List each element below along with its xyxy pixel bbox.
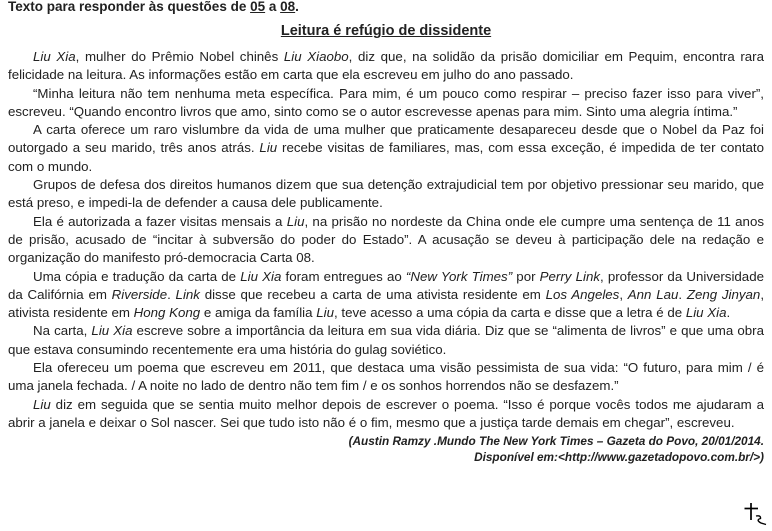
text-segment: a <box>265 0 281 14</box>
text-segment: . <box>726 305 731 321</box>
text-segment: Liu <box>33 396 51 412</box>
text-segment: Liu <box>316 305 334 321</box>
text-segment: recebe visitas de familiares, mas, com essa exceção, é impedida de ter contato com o mundo. <box>8 140 764 174</box>
text-segment: Ela é autorizada a fazer visitas mensais a <box>33 213 287 229</box>
text-segment: . <box>678 286 687 302</box>
text-segment: Ela ofereceu um poema que escreveu em 2011, que destaca uma visão pessimista de sua vida: “O futuro, para mim / é uma janela fechada. / A noite no lado de dentro não tem fim / e os sonhos horrendos não se desfazem.” <box>8 360 764 394</box>
text-segment: , professor da Universidade da Califórnia em <box>8 268 764 302</box>
text-segment: foram entregues ao <box>281 268 406 284</box>
paragraph <box>8 85 764 122</box>
paragraph <box>8 121 764 176</box>
text-segment: Los Angeles <box>545 286 620 302</box>
text-segment: Na carta, <box>33 323 92 339</box>
text-segment: , na prisão no nordeste da China onde ele cumpre uma sentença de 11 anos de prisão, acusado de “incitar à subversão do poder do Estado”. A acusação se deveu à participação dele na redação e organização do manifesto pró-democracia Carta 08. <box>8 213 764 266</box>
text-segment: “Minha leitura não tem nenhuma meta específica. Para mim, é um pouco como respirar – preciso fazer isso para viver”, escreveu. “Quando encontro livros que amo, sinto como se o autor escrevesse apenas para mim. Sinto uma alegria íntima.” <box>8 85 764 119</box>
text-segment: Liu Xia <box>33 49 76 64</box>
text-segment: e amiga da família <box>200 305 317 321</box>
attribution-line-1: (Austin Ramzy .Mundo The New York Times – Gazeta do Povo, 20/01/2014. <box>348 434 764 449</box>
text-segment: , ativista residente em <box>8 286 765 321</box>
text-segment: disse que recebeu a carta de uma ativista residente em <box>199 286 546 302</box>
text-segment: Liu Xia <box>685 305 727 321</box>
paragraph <box>8 48 764 85</box>
attribution-line-2: Disponível em:<http://www.gazetadopovo.com.br/>) <box>474 449 764 464</box>
paragraph <box>8 176 764 213</box>
instruction-line <box>8 0 764 15</box>
text-segment: “New York Times” <box>405 268 513 284</box>
text-segment: escreve sobre a importância da leitura em sua vida diária. Diz que se “alimenta de livros” e que uma obra que estava consumindo recentemente era uma história do gulag soviético. <box>8 323 764 357</box>
text-segment: A carta oferece um raro vislumbre da vida de uma mulher que praticamente desapareceu desde que o Nobel da Paz foi outorgado a seu marido, três anos atrás. <box>8 122 764 156</box>
text-segment: Ann Lau <box>627 286 679 302</box>
article-body <box>8 48 764 432</box>
text-segment: , diz que, na solidão da prisão domiciliar em Pequim, encontra rara felicidade na leitura. As informações estão em carta que ela escreveu em julho do ano passado. <box>8 49 764 83</box>
article-title: Leitura é refúgio de dissidente <box>280 23 492 39</box>
text-segment: 08 <box>280 0 296 14</box>
attribution <box>8 434 764 465</box>
text-segment: Zeng Jinyan <box>686 286 761 302</box>
text-segment: Uma cópia e tradução da carta de <box>33 268 241 284</box>
text-segment: Texto para responder às questões de <box>8 0 251 14</box>
text-segment: . <box>295 0 299 14</box>
text-segment: Liu Xia <box>240 268 282 284</box>
text-segment: Grupos de defesa dos direitos humanos dizem que sua detenção extrajudicial tem por objetivo pressionar seu marido, que está preso, e impedi-la de defender a causa dele publicamente. <box>8 177 764 211</box>
text-segment: , teve acesso a uma cópia da carta e disse que a letra é de <box>333 305 686 321</box>
paragraph <box>8 213 764 268</box>
text-segment: , mulher do Prêmio Nobel chinês <box>75 49 284 64</box>
text-segment: , <box>619 286 628 302</box>
text-segment: Liu Xia <box>91 323 133 339</box>
text-segment: por <box>512 268 540 284</box>
paragraph <box>8 322 764 359</box>
text-segment: Perry Link <box>539 268 600 284</box>
text-segment: Liu Xiaobo <box>283 49 349 64</box>
text-segment: . <box>167 286 176 302</box>
text-segment: Riverside <box>111 286 168 302</box>
click-and-type-cursor-icon <box>744 503 768 529</box>
text-segment: Link <box>175 286 200 302</box>
text-segment: Liu <box>286 213 305 229</box>
text-segment: 05 <box>250 0 266 14</box>
paragraph <box>8 359 764 396</box>
text-segment: diz em seguida que se sentia muito melhor depois de escrever o poema. “Isso é porque vocês todos me ajudaram a abrir a janela e deixar o Sol nascer. Sei que tudo isto não é o fim, mesmo que a justiça tarde demais em chegar”, escreveu. <box>8 396 764 430</box>
paragraph <box>8 396 764 433</box>
paragraph <box>8 268 764 323</box>
text-segment: Liu <box>259 140 278 156</box>
text-segment: Hong Kong <box>133 305 201 321</box>
